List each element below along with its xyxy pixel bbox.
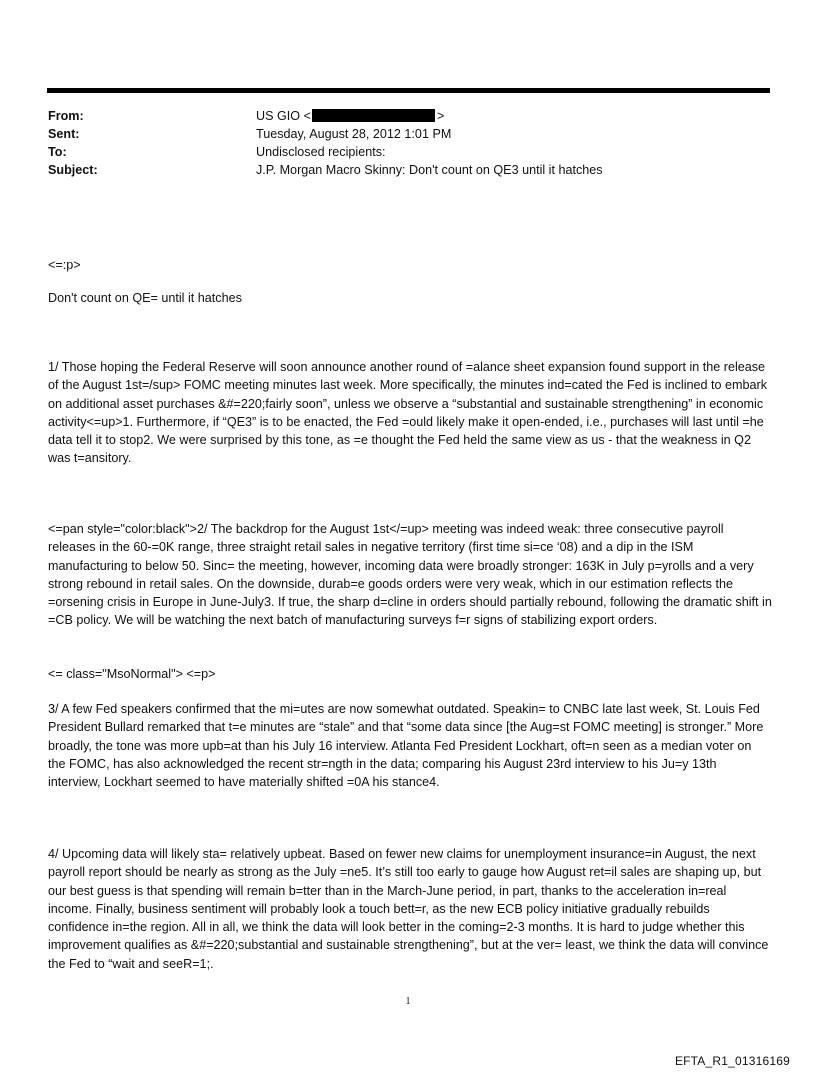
header-rule — [47, 88, 770, 93]
subject-row — [48, 161, 603, 179]
sent-row — [48, 125, 603, 143]
from-row — [48, 107, 603, 125]
sent-value: Tuesday, August 28, 2012 1:01 PM — [256, 127, 452, 141]
from-value — [256, 107, 444, 125]
email-header — [48, 107, 603, 179]
subject-value: J.P. Morgan Macro Skinny: Don't count on QE3 until it hatches — [256, 163, 603, 177]
paragraph-2: <=pan style="color:black">2/ The backdrop for the August 1st</=up> meeting was indeed weak: three consecutive payroll releases in the 60-=0K range, three straight retail sales in negative territory (first time si=ce ‘08) and a dip in the ISM manufacturing to below 50. Sinc= the meeting, however, incoming data were broadly stronger: 163K in July p=yrolls and a very strong rebound in retail sales. On the downside, durab=e goods orders were very weak, which in our estimation reflects the =orsening crisis in Europe in June-July3. If true, the sharp d=cline in orders should partially rebound, following the dramatic shift in =CB policy. We will be watching the next batch of manufacturing surveys f=r signs of stabilizing export orders. — [48, 522, 772, 628]
redaction-bar — [312, 109, 435, 122]
body-fragment-1: <=:p> — [48, 258, 81, 272]
to-row — [48, 143, 603, 161]
document-id: EFTA_R1_01316169 — [674, 1054, 790, 1068]
sent-label: Sent: — [48, 127, 80, 141]
from-value-prefix: US GIO < — [256, 109, 311, 123]
from-label: From: — [48, 109, 84, 123]
body-title: Don't count on QE= until it hatches — [48, 291, 242, 305]
to-label: To: — [48, 145, 67, 159]
body-fragment-2: <= class="MsoNormal"> <=p> — [48, 667, 216, 681]
page-number: 1 — [405, 996, 411, 1007]
subject-label: Subject: — [48, 163, 98, 177]
to-value: Undisclosed recipients: — [256, 145, 386, 159]
from-value-suffix: > — [436, 109, 445, 123]
paragraph-4: 4/ Upcoming data will likely sta= relatively upbeat. Based on fewer new claims for unemployment insurance=in August, the next payroll report should be nearly as strong as the July =ne5. It’s still too early to gauge how August ret=il sales are shaping up, but our best guess is that spending will remain b=tter than in the March-June period, in part, thanks to the acceleration in=real income. Finally, business sentiment will probably look a touch bett=r, as the new ECB policy initiative gradually rebuilds confidence in=the region. All in all, we think the data will look better in the coming=2-3 months. It is hard to judge whether this improvement qualifies as &#=220;substantial and sustainable strengthening”, but at the ver= least, we think the data will convince the Fed to “wait and seeR=1;. — [48, 847, 769, 971]
paragraph-1: 1/ Those hoping the Federal Reserve will soon announce another round of =alance sheet expansion found support in the release of the August 1st=/sup> FOMC meeting minutes last week. More specifically, the minutes ind=cated the Fed is inclined to embark on additional asset purchases &#=220;fairly soon”, unless we observe a “substantial and sustainable strengthening” in economic activity<=up>1. Furthermore, if “QE3” is to be enacted, the Fed =ould likely make it open-ended, i.e., purchases will last until =he data tell it to stop2. We were surprised by this tone, as =e thought the Fed held the same view as us - that the weakness in Q2 was t=ansitory. — [48, 360, 768, 466]
paragraph-3: 3/ A few Fed speakers confirmed that the mi=utes are now somewhat outdated. Speakin= to CNBC late last week, St. Louis Fed President Bullard remarked that t=e minutes are “stale” and that “some data since [the Aug=st FOMC meeting] is stronger.” More broadly, the tone was more upb=at than his July 16 interview. Atlanta Fed President Lockhart, oft=n seen as a median voter on the FOMC, has also acknowledged the recent str=ngth in the data; comparing his August 23rd interview to his Ju=y 13th interview, Lockhart seemed to have materially shifted =0A his stance4. — [48, 702, 764, 790]
